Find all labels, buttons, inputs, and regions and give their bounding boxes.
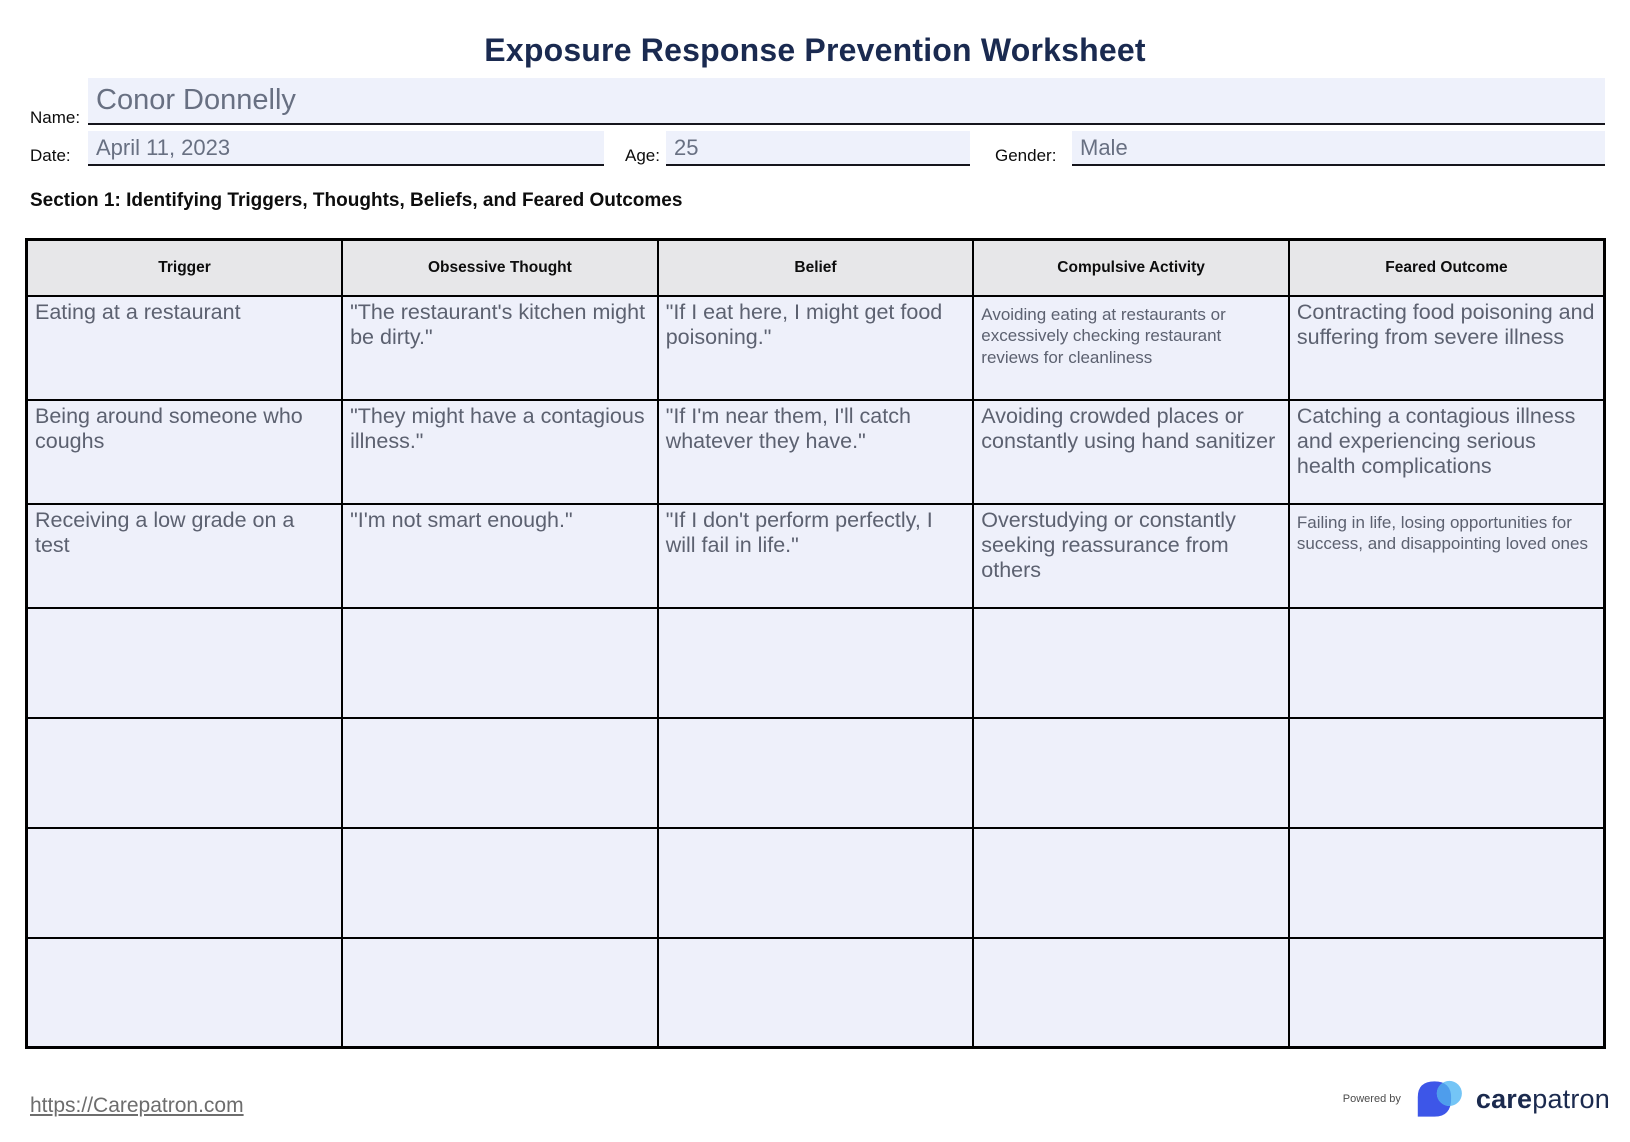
gender-field[interactable] xyxy=(1072,131,1605,166)
table-row xyxy=(27,504,1605,608)
cell-compulsive-activity[interactable]: Overstudying or constantly seeking reassurance from others xyxy=(973,504,1289,608)
cell-belief[interactable] xyxy=(658,608,974,718)
gender-label: Gender: xyxy=(995,146,1057,165)
cell-compulsive-activity[interactable]: Avoiding crowded places or constantly using hand sanitizer xyxy=(973,400,1289,504)
cell-obsessive-thought[interactable] xyxy=(342,608,658,718)
carepatron-logo-icon xyxy=(1415,1076,1467,1122)
cell-belief[interactable]: "If I eat here, I might get food poisoning." xyxy=(658,296,974,400)
gender-value: Male xyxy=(1080,134,1128,160)
cell-trigger[interactable] xyxy=(27,938,343,1048)
table-row xyxy=(27,608,1605,718)
cell-feared-outcome[interactable] xyxy=(1289,608,1605,718)
cell-trigger[interactable]: Eating at a restaurant xyxy=(27,296,343,400)
cell-obsessive-thought[interactable] xyxy=(342,938,658,1048)
cell-feared-outcome[interactable]: Failing in life, losing opportunities for success, and disappointing loved ones xyxy=(1289,504,1605,608)
cell-trigger[interactable]: Being around someone who coughs xyxy=(27,400,343,504)
cell-compulsive-activity[interactable] xyxy=(973,718,1289,828)
table-header-row xyxy=(27,240,1605,296)
header-compulsive-activity: Compulsive Activity xyxy=(973,240,1289,296)
cell-belief[interactable] xyxy=(658,718,974,828)
cell-belief[interactable]: "If I'm near them, I'll catch whatever they have." xyxy=(658,400,974,504)
cell-compulsive-activity[interactable] xyxy=(973,938,1289,1048)
carepatron-link[interactable]: https://Carepatron.com xyxy=(30,1094,244,1117)
cell-obsessive-thought[interactable] xyxy=(342,828,658,938)
cell-feared-outcome[interactable] xyxy=(1289,938,1605,1048)
name-value: Conor Donnelly xyxy=(96,84,296,116)
cell-feared-outcome[interactable] xyxy=(1289,828,1605,938)
date-field[interactable] xyxy=(88,131,604,166)
table-row xyxy=(27,400,1605,504)
section1-heading: Section 1: Identifying Triggers, Thoughts, Beliefs, and Feared Outcomes xyxy=(30,190,683,211)
age-field[interactable] xyxy=(666,131,970,166)
page-title: Exposure Response Prevention Worksheet xyxy=(484,32,1146,68)
cell-trigger[interactable]: Receiving a low grade on a test xyxy=(27,504,343,608)
logotype-regular: patron xyxy=(1532,1083,1610,1114)
header-trigger: Trigger xyxy=(27,240,343,296)
cell-feared-outcome[interactable]: Catching a contagious illness and experiencing serious health complications xyxy=(1289,400,1605,504)
cell-trigger[interactable] xyxy=(27,828,343,938)
table-row xyxy=(27,938,1605,1048)
cell-feared-outcome[interactable] xyxy=(1289,718,1605,828)
powered-by-label: Powered by xyxy=(1342,1093,1401,1105)
date-label: Date: xyxy=(30,146,71,165)
age-label: Age: xyxy=(625,146,660,165)
cell-trigger[interactable] xyxy=(27,718,343,828)
erp-table xyxy=(25,238,1606,1049)
cell-obsessive-thought[interactable]: "The restaurant's kitchen might be dirty." xyxy=(342,296,658,400)
table-row xyxy=(27,828,1605,938)
carepatron-logotype xyxy=(1476,1084,1610,1115)
cell-belief[interactable] xyxy=(658,828,974,938)
logotype-bold: care xyxy=(1475,1083,1533,1114)
cell-obsessive-thought[interactable] xyxy=(342,718,658,828)
name-field[interactable] xyxy=(88,78,1605,125)
cell-feared-outcome[interactable]: Contracting food poisoning and suffering from severe illness xyxy=(1289,296,1605,400)
cell-belief[interactable]: "If I don't perform perfectly, I will fail in life." xyxy=(658,504,974,608)
cell-compulsive-activity[interactable] xyxy=(973,608,1289,718)
powered-by-block xyxy=(1343,1076,1610,1122)
table-row xyxy=(27,718,1605,828)
date-value: April 11, 2023 xyxy=(96,134,231,160)
cell-obsessive-thought[interactable]: "I'm not smart enough." xyxy=(342,504,658,608)
header-belief: Belief xyxy=(658,240,974,296)
cell-compulsive-activity[interactable]: Avoiding eating at restaurants or excessively checking restaurant reviews for cleanliness xyxy=(973,296,1289,400)
header-obsessive-thought: Obsessive Thought xyxy=(342,240,658,296)
cell-belief[interactable] xyxy=(658,938,974,1048)
cell-compulsive-activity[interactable] xyxy=(973,828,1289,938)
table-row xyxy=(27,296,1605,400)
cell-obsessive-thought[interactable]: "They might have a contagious illness." xyxy=(342,400,658,504)
name-label: Name: xyxy=(30,108,81,127)
header-feared-outcome: Feared Outcome xyxy=(1289,240,1605,296)
cell-trigger[interactable] xyxy=(27,608,343,718)
age-value: 25 xyxy=(674,134,699,160)
